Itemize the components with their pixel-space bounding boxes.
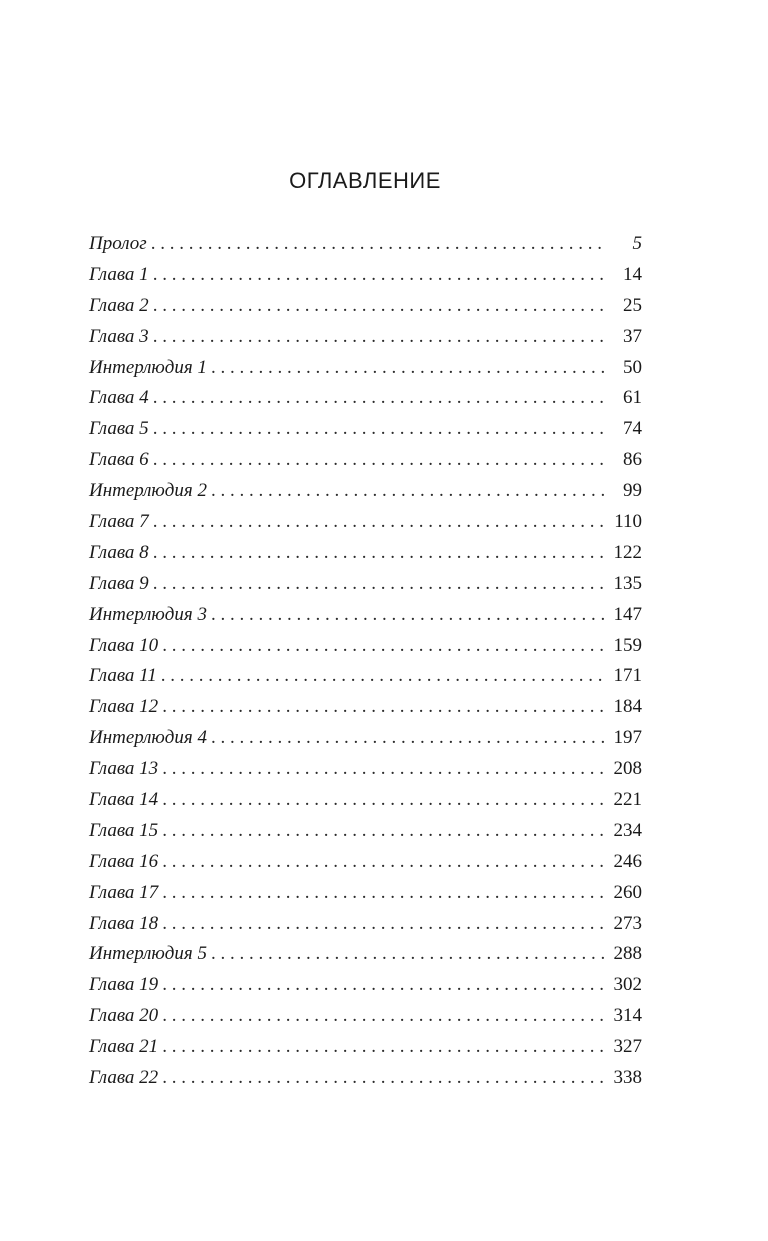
dot-leader [211,600,608,631]
toc-entry [89,661,642,692]
toc-entry-page-number: 86 [623,449,642,471]
dot-leader [211,476,608,507]
toc-entry-page-number: 25 [623,294,642,316]
toc-entry [89,785,642,816]
dot-leader [153,414,608,445]
dot-leader [153,507,608,538]
dot-leader [211,939,608,970]
toc-entry-page-number: 327 [613,1036,642,1058]
toc-entry [89,600,642,631]
dot-leader [151,229,608,260]
toc-entry [89,445,642,476]
toc-entry-label: Глава 6 [89,449,149,471]
dot-leader [153,569,608,600]
toc-entry-page-number: 197 [613,727,642,749]
toc-entry [89,909,642,940]
toc-entry-label: Глава 2 [89,294,149,316]
toc-entry-page-number: 14 [623,263,642,285]
dot-leader [162,847,608,878]
toc-entry-label: Глава 14 [89,789,159,811]
dot-leader [162,970,608,1001]
toc-entry-label: Интерлюдия 5 [89,943,207,965]
dot-leader [162,878,608,909]
toc-entry-label: Глава 17 [89,881,159,903]
dot-leader [153,291,608,322]
toc-entry-label: Глава 8 [89,541,149,563]
page-title: ОГЛАВЛЕНИЕ [289,168,441,193]
toc-entry-label: Глава 1 [89,263,149,285]
toc-entry-page-number: 50 [623,356,642,378]
toc-entry [89,291,642,322]
toc-entry-label: Интерлюдия 1 [89,356,207,378]
toc-entry-label: Пролог [89,233,147,254]
toc-entry-label: Глава 5 [89,418,149,440]
toc-entry-label: Глава 11 [89,665,157,687]
toc-entry-label: Глава 15 [89,819,159,841]
toc-entry [89,816,642,847]
toc-entry [89,939,642,970]
toc-entry [89,1032,642,1063]
dot-leader [162,1032,608,1063]
toc-entry-label: Глава 10 [89,634,159,656]
toc-entry [89,569,642,600]
dot-leader [162,785,608,816]
toc-entry-label: Глава 4 [89,387,149,409]
toc-entry-label: Глава 22 [89,1067,159,1089]
toc-entry-page-number: 208 [613,758,642,780]
toc-entry [89,754,642,785]
toc-entry-page-number: 147 [613,603,642,625]
dot-leader [162,1001,608,1032]
toc-entry-page-number: 122 [613,541,642,563]
toc-entry-page-number: 260 [613,881,642,903]
toc-entry-page-number: 338 [613,1067,642,1089]
toc-entry-label: Глава 3 [89,325,149,347]
toc-entry-page-number: 184 [613,696,642,718]
dot-leader [153,445,608,476]
toc-entry-page-number: 314 [613,1005,642,1027]
toc-entry [89,1001,642,1032]
dot-leader [162,909,608,940]
toc-entry [89,476,642,507]
toc-entry [89,847,642,878]
toc-entry-page-number: 234 [613,819,642,841]
toc-entry [89,229,642,260]
dot-leader [153,383,608,414]
dot-leader [161,661,608,692]
toc-entry-label: Глава 9 [89,572,149,594]
toc-entry-label: Глава 21 [89,1036,159,1058]
toc-entry-page-number: 246 [613,850,642,872]
dot-leader [211,353,608,384]
toc-entry [89,970,642,1001]
dot-leader [211,723,608,754]
dot-leader [153,322,608,353]
toc-entry [89,723,642,754]
toc-entry-page-number: 159 [613,634,642,656]
toc-entry-label: Глава 12 [89,696,159,718]
toc-entry [89,1063,642,1094]
toc-entry-label: Глава 16 [89,850,159,872]
toc-entry-label: Глава 19 [89,974,159,996]
toc-entry [89,631,642,662]
toc-entry-label: Интерлюдия 4 [89,727,207,749]
toc-entry-page-number: 110 [614,511,642,533]
toc-entry-label: Интерлюдия 2 [89,480,207,502]
dot-leader [162,631,608,662]
toc-entry [89,353,642,384]
toc-entry-label: Глава 13 [89,758,159,780]
toc-entry [89,383,642,414]
toc-entry [89,538,642,569]
toc-entry-page-number: 288 [613,943,642,965]
toc-entry-label: Глава 7 [89,511,149,533]
toc-entry-label: Глава 18 [89,912,159,934]
toc-entry [89,692,642,723]
toc-entry-page-number: 171 [613,665,642,687]
toc-entry-page-number: 135 [613,572,642,594]
dot-leader [162,816,608,847]
dot-leader [162,692,608,723]
toc-entry-page-number: 74 [623,418,642,440]
toc-entry [89,878,642,909]
toc-entry-label: Глава 20 [89,1005,159,1027]
dot-leader [162,754,608,785]
toc-entry [89,507,642,538]
toc-entry [89,260,642,291]
dot-leader [153,260,608,291]
table-of-contents [89,229,642,1094]
toc-entry [89,414,642,445]
toc-entry-page-number: 302 [613,974,642,996]
toc-entry-page-number: 37 [623,325,642,347]
toc-entry-page-number: 5 [632,233,642,254]
dot-leader [153,538,608,569]
toc-entry-page-number: 221 [613,789,642,811]
toc-entry [89,322,642,353]
toc-entry-page-number: 273 [613,912,642,934]
toc-entry-page-number: 61 [623,387,642,409]
toc-entry-page-number: 99 [623,480,642,502]
dot-leader [162,1063,608,1094]
toc-entry-label: Интерлюдия 3 [89,603,207,625]
